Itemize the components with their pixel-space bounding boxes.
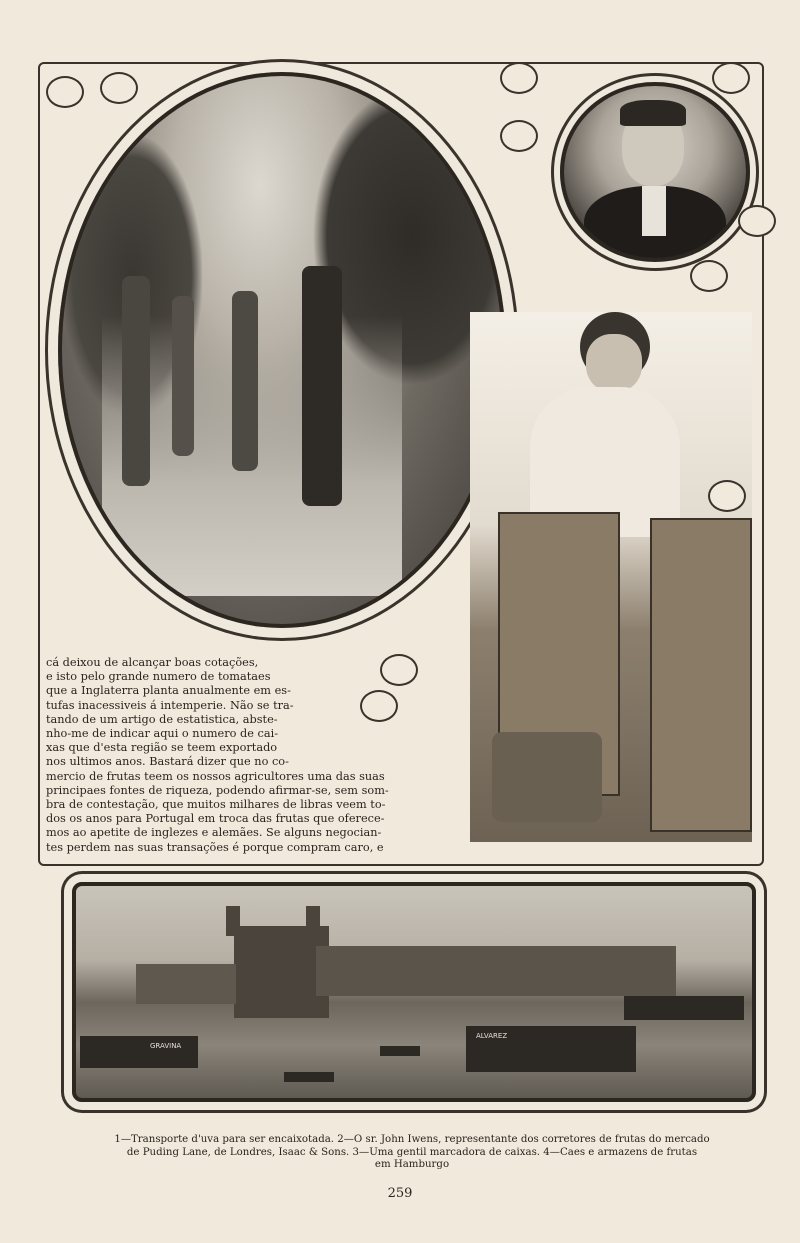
crate-marker-photo <box>470 312 752 842</box>
article-body <box>46 656 420 855</box>
lemon-ornament <box>738 205 776 237</box>
lemon-ornament <box>100 72 138 104</box>
lemon-ornament <box>708 480 746 512</box>
john-iwens-portrait <box>560 82 750 262</box>
caption-line: de Puding Lane, de Londres, Isaac & Sons. 3—Uma gentil marcadora de caixas. 4—Caes e armazens de frutas <box>126 1146 698 1158</box>
text-line: nos ultimos anos. Bastará dizer que no co- <box>46 755 289 769</box>
text-line: bra de contestação, que muitos milhares de libras veem to- <box>46 798 386 812</box>
text-line: mos ao apetite de inglezes e alemães. Se alguns negocian- <box>46 826 382 840</box>
hamburg-harbor-photo <box>72 882 756 1102</box>
caption-line: em Hamburgo <box>374 1159 450 1171</box>
text-line: nho-me de indicar aqui o numero de cai- <box>46 727 279 741</box>
caption-line: 1—Transporte d'uva para ser encaixotada. 2—O sr. John Iwens, representante dos corretores de frutas do mercado <box>114 1134 710 1145</box>
text-line: tufas inacessiveis á intemperie. Não se tra- <box>46 698 294 712</box>
text-line: xas que d'esta região se teem exportado <box>46 741 278 755</box>
lemon-ornament <box>46 76 84 108</box>
lemon-ornament <box>500 120 538 152</box>
text-line: tando de um artigo de estatistica, abste- <box>46 712 278 726</box>
text-line: mercio de frutas teem os nossos agricultores uma das suas <box>46 769 385 783</box>
page-number: 259 <box>387 1186 413 1201</box>
ship-name-gravina: GRAVINA <box>150 1042 182 1050</box>
ship-name-alvarez: ALVAREZ <box>476 1032 508 1040</box>
lemon-ornament <box>712 62 750 94</box>
lemon-ornament <box>500 62 538 94</box>
grape-transport-photo <box>58 72 506 628</box>
text-line: tes perdem nas suas transações é porque compram caro, e <box>46 840 384 854</box>
text-line: que a Inglaterra planta anualmente em es- <box>46 684 291 698</box>
lemon-ornament <box>690 260 728 292</box>
text-line: cá deixou de alcançar boas cotações, <box>46 656 259 669</box>
text-line: dos os anos para Portugal em troca das frutas que oferece- <box>46 812 385 826</box>
text-line: principaes fontes de riqueza, podendo afirmar-se, sem som- <box>46 783 389 797</box>
text-line: e isto pelo grande numero de tomataes <box>46 670 271 684</box>
figure-caption <box>92 1134 732 1172</box>
